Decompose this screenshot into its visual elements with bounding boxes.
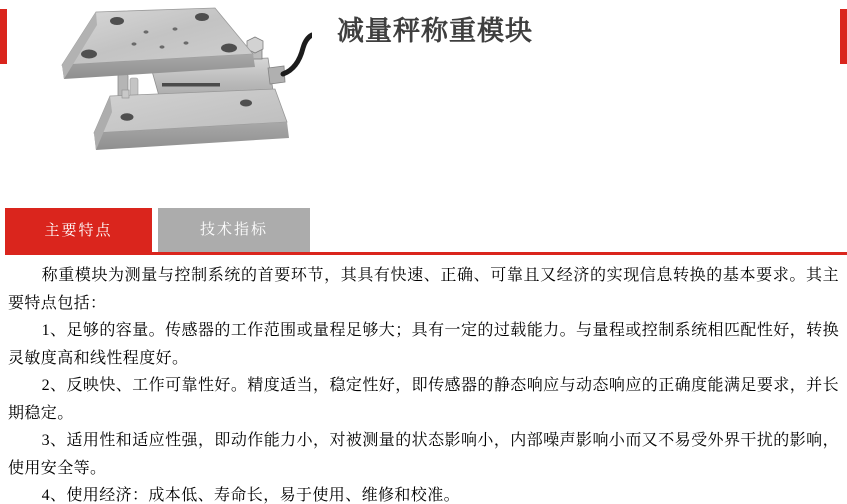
feature-description <box>8 262 839 504</box>
page-title: 减量秤称重模块 <box>337 16 533 46</box>
paragraph-feature-1: 1、足够的容量。传感器的工作范围或量程足够大；具有一定的过载能力。与量程或控制系统相匹配性好，转换灵敏度高和线性程度好。 <box>8 322 839 367</box>
paragraph-feature-4: 4、使用经济：成本低、寿命长，易于使用、维修和校准。 <box>41 487 460 504</box>
tab-main-features[interactable]: 主要特点 <box>5 208 152 255</box>
weighing-module-illustration <box>34 4 312 166</box>
left-edge-banner-fragment <box>0 9 7 64</box>
right-edge-banner-fragment <box>840 9 847 64</box>
product-photo-weighing-module <box>34 4 312 166</box>
paragraph-intro: 称重模块为测量与控制系统的首要环节，其具有快速、正确、可靠且又经济的实现信息转换的基本要求。其主要特点包括： <box>8 267 839 312</box>
paragraph-feature-3: 3、适用性和适应性强，即动作能力小，对被测量的状态影响小，内部噪声影响小而又不易受外界干扰的影响，使用安全等。 <box>8 432 839 477</box>
paragraph-feature-2: 2、反映快、工作可靠性好。精度适当，稳定性好，即传感器的静态响应与动态响应的正确度能满足要求，并长期稳定。 <box>8 377 839 422</box>
tab-underline <box>150 252 847 255</box>
tab-technical-specs[interactable]: 技术指标 <box>158 208 310 252</box>
